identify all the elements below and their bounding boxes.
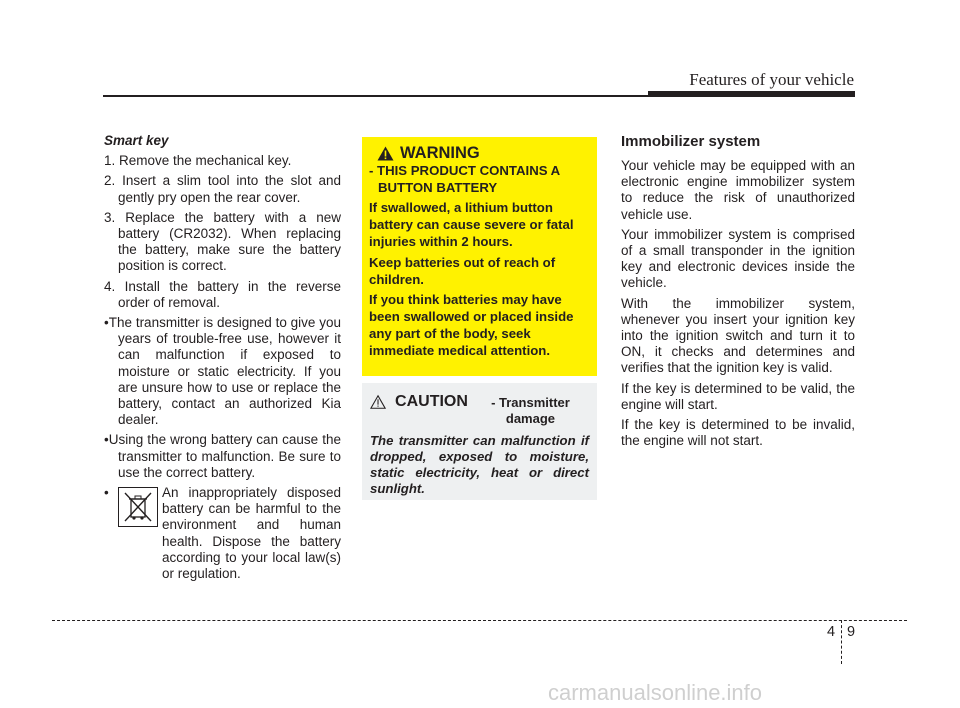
smart-key-heading: Smart key [104, 133, 169, 148]
warning-line-1: - THIS PRODUCT CONTAINS A BUTTON BATTERY [369, 162, 560, 195]
right-column [621, 133, 855, 453]
caution-triangle-icon [370, 394, 386, 410]
bullet-transmitter-text: The transmitter is designed to give you years of trouble-free use, however it can malfunction if exposed to moisture or static electricity. If you are unsure how to use or replace the battery, contact an authorized Kia dealer. [108, 315, 341, 428]
immobilizer-para-2: Your immobilizer system is comprised of a small transponder in the ignition key and electronic devices inside the vehicle. [621, 226, 855, 291]
caution-header [370, 393, 589, 427]
immobilizer-para-3: With the immobilizer system, whenever you insert your ignition key into the ignition switch and turn it to ON, it checks and determines and verifies that the ignition key is valid. [621, 295, 855, 376]
warning-line-4: If you think batteries may have been swallowed or placed inside any part of the body, seek immediate medical attention. [369, 292, 574, 358]
immobilizer-para-5: If the key is determined to be invalid, the engine will not start. [621, 417, 855, 449]
bullet-wrong-battery-text: Using the wrong battery can cause the transmitter to malfunction. Be sure to use the correct battery. [108, 432, 341, 480]
disposal-item [104, 485, 341, 582]
caution-box [362, 383, 597, 500]
warning-line-3: Keep batteries out of reach of children. [369, 254, 556, 287]
warning-title-text: WARNING [400, 144, 480, 162]
left-column [104, 133, 341, 582]
caution-body: The transmitter can malfunction if dropped, exposed to moisture, static electricity, heat or direct sunlight. [370, 433, 589, 496]
chapter-number: 4 [827, 624, 836, 640]
watermark: carmanualsonline.info [548, 680, 763, 705]
bullet-dot: • [104, 485, 109, 501]
step-2: 2. Insert a slim tool into the slot and gently pry open the rear cover. [104, 173, 341, 205]
warning-line-2: If swallowed, a lithium button battery can cause severe or fatal injuries within 2 hours. [369, 200, 574, 249]
step-3: 3. Replace the battery with a new battery (CR2032). When replacing the battery, make sure the battery position is correct. [104, 209, 341, 274]
bullet-wrong-battery [104, 432, 341, 481]
bullet-transmitter [104, 315, 341, 428]
step-1: 1. Remove the mechanical key. [104, 153, 292, 169]
immobilizer-para-1: Your vehicle may be equipped with an electronic engine immobilizer system to reduce the risk of unauthorized vehicle use. [621, 158, 855, 222]
footer-rule [52, 620, 907, 621]
page-number: 9 [847, 624, 856, 640]
step-4: 4. Install the battery in the reverse order of removal. [104, 278, 341, 310]
crossed-bin-icon [118, 487, 158, 527]
warning-box [362, 137, 597, 376]
header-title: Features of your vehicle [689, 70, 854, 89]
warning-title [377, 145, 590, 162]
immobilizer-heading: Immobilizer system [621, 133, 761, 150]
page-number-divider [841, 620, 842, 664]
immobilizer-para-4: If the key is determined to be valid, the engine will start. [621, 380, 855, 412]
warning-triangle-icon [377, 146, 394, 161]
disposal-text: An inappropriately disposed battery can be harmful to the environment and human health. Dispose the battery according to your local law(s) or regulation. [162, 485, 341, 582]
caution-subtitle: - Transmitter damage [491, 395, 570, 426]
caution-title: CAUTION [395, 393, 468, 410]
header-rule-accent [648, 91, 855, 97]
